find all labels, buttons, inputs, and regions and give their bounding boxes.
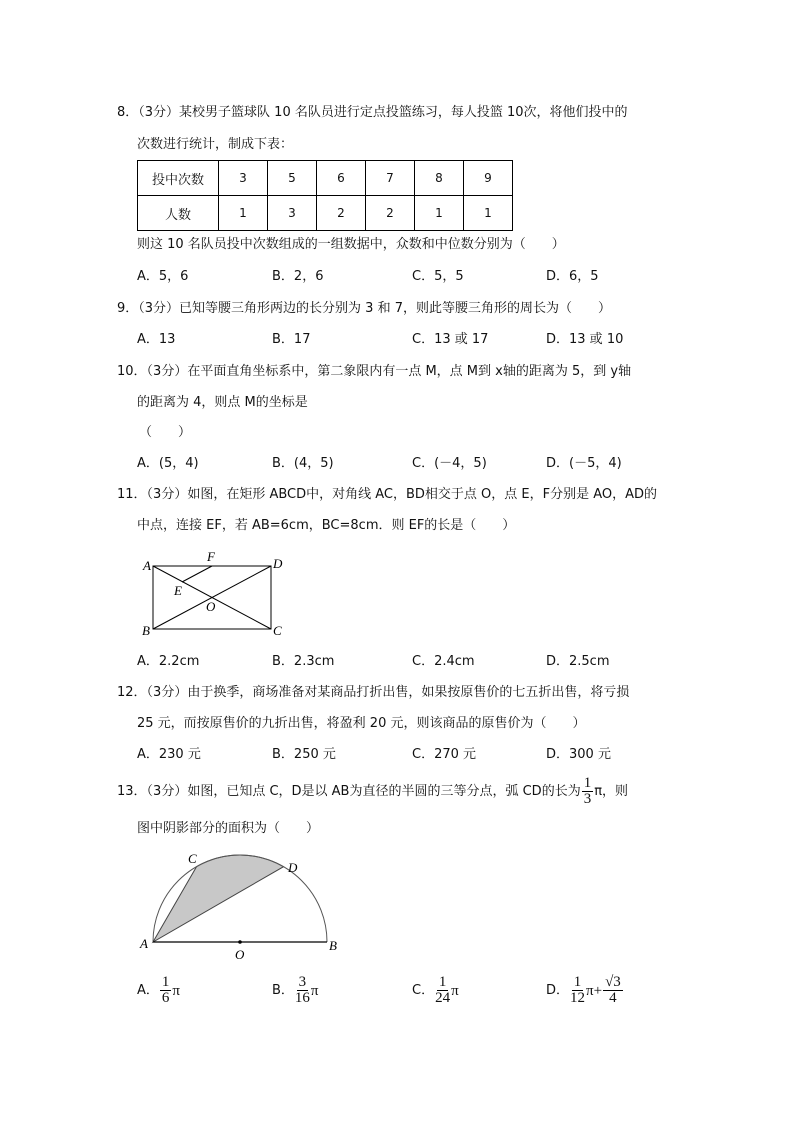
q13-stem-line2: 图中阴影部分的面积为（ ） [137, 821, 320, 836]
q13-option-b: B． $\frac{3}{16}$ π [272, 974, 319, 1006]
q9-option-d: D．13 或 10 [546, 332, 624, 347]
table-header: 投中次数 [138, 161, 219, 196]
label-e: E [174, 583, 182, 598]
table-cell: 5 [268, 161, 317, 196]
label-a: A [143, 558, 151, 573]
q12-stem-line2: 25 元，而按原售价的九折出售，将盈利 20 元，则该商品的原售价为（ ） [137, 716, 586, 731]
label-b: B [329, 938, 337, 953]
q12-option-a: A．230 元 [137, 747, 201, 762]
table-cell: 3 [219, 161, 268, 196]
label-c: C [273, 623, 282, 638]
q8-stem-line1: 8．（3分）某校男子篮球队 10 名队员进行定点投篮练习，每人投篮 10次，将他们投中的 [117, 105, 628, 120]
table-cell: 8 [415, 161, 464, 196]
label-f: F [207, 549, 215, 564]
table-cell: 1 [219, 196, 268, 231]
q12-option-c: C．270 元 [412, 747, 477, 762]
q9-option-b: B．17 [272, 332, 311, 347]
q10-option-d: D．(－5，4) [546, 456, 622, 471]
q9-option-c: C．13 或 17 [412, 332, 489, 347]
center-point-o [238, 940, 242, 944]
shaded-region [153, 855, 284, 942]
table-row [138, 161, 513, 196]
table-cell: 7 [366, 161, 415, 196]
q13-option-a: A． $\frac{1}{6}$ π [137, 974, 180, 1006]
q12-option-b: B．250 元 [272, 747, 336, 762]
q12-option-d: D．300 元 [546, 747, 611, 762]
table-cell: 2 [366, 196, 415, 231]
label-b: B [142, 623, 150, 638]
q8-option-c: C．5，5 [412, 269, 464, 284]
q11-option-c: C．2.4cm [412, 654, 475, 669]
q13-stem-line1 [117, 776, 628, 807]
q10-option-b: B．(4，5) [272, 456, 334, 471]
table-cell: 3 [268, 196, 317, 231]
label-a: A [140, 936, 148, 951]
table-header: 人数 [138, 196, 219, 231]
q13-stem-text-end: π，则 [594, 783, 629, 799]
table-row [138, 196, 513, 231]
label-o: O [206, 599, 216, 614]
fraction: $\frac{1}{12}$ [570, 974, 586, 1006]
q9-stem: 9．（3分）已知等腰三角形两边的长分别为 3 和 7，则此等腰三角形的周长为（ ） [117, 301, 611, 316]
q10-stem-line1: 10．（3分）在平面直角坐标系中，第二象限内有一点 M，点 M到 x轴的距离为 5，到 y轴 [117, 364, 632, 379]
q8-option-a: A．5，6 [137, 269, 189, 284]
q13-option-d: D． $\frac{1}{12}$ π+ $\frac{√3}{4}$ [546, 974, 621, 1006]
q8-table [137, 160, 513, 231]
q10-option-c: C．(－4，5) [412, 456, 487, 471]
table-cell: 2 [317, 196, 366, 231]
q13-stem-text: 13．（3分）如图，已知点 C，D是以 AB为直径的半圆的三等分点，弧 CD的长为 [117, 783, 581, 799]
q10-option-a: A．(5，4) [137, 456, 199, 471]
label-d: D [288, 860, 298, 875]
label-c: C [188, 851, 197, 866]
q8-option-b: B．2，6 [272, 269, 324, 284]
q8-stem-line3: 则这 10 名队员投中次数组成的一组数据中，众数和中位数分别为（ ） [137, 237, 565, 252]
table-cell: 9 [464, 161, 513, 196]
q9-option-a: A．13 [137, 332, 176, 347]
fraction: $\frac{1}{24}$ [435, 974, 451, 1006]
fraction: $\frac{√3}{4}$ [605, 974, 621, 1006]
q11-stem-line1: 11．（3分）如图，在矩形 ABCD中，对角线 AC，BD相交于点 O，点 E，F分别是 AO，AD的 [117, 487, 658, 502]
q11-option-b: B．2.3cm [272, 654, 335, 669]
segment-ef [182, 566, 212, 582]
q11-option-a: A．2.2cm [137, 654, 200, 669]
q13-option-c: C． $\frac{1}{24}$ π [412, 974, 459, 1006]
table-cell: 6 [317, 161, 366, 196]
label-o: O [235, 947, 245, 962]
label-d: D [273, 556, 283, 571]
q12-stem-line1: 12．（3分）由于换季，商场准备对某商品打折出售，如果按原售价的七五折出售，将亏损 [117, 685, 630, 700]
fraction: $\frac{1}{3}$ [583, 775, 592, 807]
q11-option-d: D．2.5cm [546, 654, 610, 669]
table-cell: 1 [415, 196, 464, 231]
q8-stem-line2: 次数进行统计，制成下表： [137, 137, 294, 152]
q8-option-d: D．6，5 [546, 269, 599, 284]
table-cell: 1 [464, 196, 513, 231]
q10-stem-line3: （ ） [139, 425, 192, 440]
q10-stem-line2: 的距离为 4，则点 M的坐标是 [137, 395, 308, 410]
q11-stem-line2: 中点，连接 EF，若 AB=6cm，BC=8cm．则 EF的长是（ ） [137, 518, 516, 533]
fraction: $\frac{1}{6}$ [161, 974, 170, 1006]
fraction: $\frac{3}{16}$ [294, 974, 310, 1006]
